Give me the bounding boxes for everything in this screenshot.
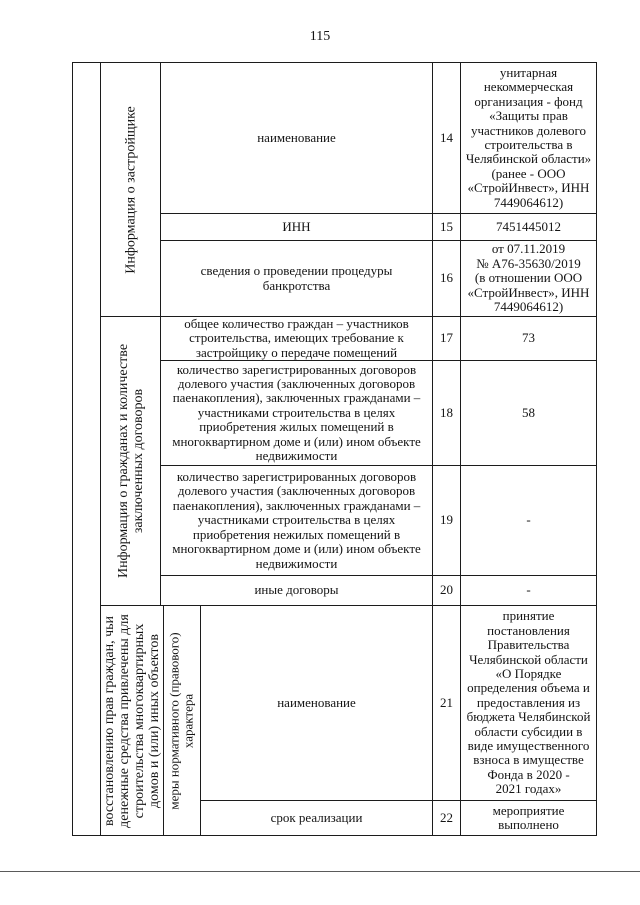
- row-21-value-text: принятие постановления Правительства Челябинской области «О Порядке определения объема и предоставления из бюджета Челябинской области субсидии в виде имущественного взноса в имуществе Фонда в 2020 - 2021 годах»: [466, 608, 591, 797]
- row-20-param: [160, 575, 433, 606]
- row-15-param-text: ИНН: [282, 218, 311, 234]
- section-restoration-label: [100, 605, 164, 836]
- row-19-number-text: 19: [440, 512, 453, 528]
- row-20-number: [432, 575, 461, 606]
- row-21-param-text: наименование: [277, 694, 356, 710]
- row-19-number: [432, 465, 461, 576]
- row-14-param-text: наименование: [257, 129, 336, 145]
- row-20-value-text: -: [526, 582, 531, 598]
- section-citizens-label: [100, 316, 161, 606]
- row-22-param: [200, 800, 433, 836]
- row-17-value: [460, 316, 597, 361]
- row-19-value: [460, 465, 597, 576]
- row-19-param-text: количество зарегистрированных договоров долевого участия (заключенных договоров паенакопления), заключенных гражданами – участниками строительства в целях приобретения нежилых помещений в многоквартирном доме и (или) ином объекте недвижимости: [172, 469, 421, 571]
- row-15-number-text: 15: [440, 218, 453, 234]
- row-14-number: [432, 62, 461, 214]
- section-restoration-sublabel-text: меры нормативного (правового) характера: [166, 631, 196, 810]
- row-18-param-text: количество зарегистрированных договоров долевого участия (заключенных договоров паенакопления), заключенных гражданами – участниками строительства в целях приобретения жилых помещений в многоквартирном доме и (или) ином объекте недвижимости: [172, 361, 421, 464]
- section-restoration-label-text: восстановлению прав граждан, чьи денежные средства привлечены для строительства многоквартирных домов и (или) иных объектов: [102, 613, 162, 828]
- row-22-number: [432, 800, 461, 836]
- row-15-param: [160, 213, 433, 241]
- row-15-number: [432, 213, 461, 241]
- row-16-number-text: 16: [440, 270, 453, 286]
- row-15-value: [460, 213, 597, 241]
- row-20-param-text: иные договоры: [254, 582, 339, 598]
- row-14-value-text: унитарная некоммерческая организация - фонд «Защиты прав участников долевого строительства в Челябинской области» (ранее - ООО «СтройИнвест», ИНН 7449064612): [465, 64, 592, 210]
- row-22-value-text: мероприятие выполнено: [492, 802, 565, 832]
- row-18-param: [160, 360, 433, 466]
- row-19-value-text: -: [526, 512, 531, 528]
- section-developer-label: [100, 62, 161, 317]
- row-18-value: [460, 360, 597, 466]
- row-14-number-text: 14: [440, 129, 453, 145]
- row-21-value: [460, 605, 597, 801]
- row-18-value-text: 58: [522, 404, 535, 420]
- row-22-number-text: 22: [440, 809, 453, 825]
- row-22-param-text: срок реализации: [270, 809, 363, 825]
- row-18-number-text: 18: [440, 404, 453, 420]
- continuation-column: [72, 62, 101, 836]
- row-19-param: [160, 465, 433, 576]
- row-16-number: [432, 240, 461, 317]
- row-14-param: [160, 62, 433, 214]
- row-17-param: [160, 316, 433, 361]
- row-16-value: [460, 240, 597, 317]
- section-citizens-label-text: Информация о гражданах и количестве заключенных договоров: [115, 343, 146, 579]
- scan-edge-line: [0, 871, 640, 872]
- row-17-value-text: 73: [522, 330, 535, 346]
- row-17-number: [432, 316, 461, 361]
- row-21-param: [200, 605, 433, 801]
- row-16-param-text: сведения о проведении процедуры банкротства: [200, 263, 393, 293]
- row-16-value-text: от 07.11.2019 № А76-35630/2019 (в отношении ООО «СтройИнвест», ИНН 7449064612): [467, 241, 590, 315]
- row-15-value-text: 7451445012: [496, 218, 561, 234]
- row-16-param: [160, 240, 433, 317]
- row-22-value: [460, 800, 597, 836]
- section-restoration-sublabel: [163, 605, 201, 836]
- row-17-param-text: общее количество граждан – участников строительства, имеющих требование к застройщику о передаче помещений: [184, 315, 409, 360]
- row-14-value: [460, 62, 597, 214]
- row-18-number: [432, 360, 461, 466]
- page-number: 115: [309, 29, 331, 44]
- row-17-number-text: 17: [440, 330, 453, 346]
- row-21-number: [432, 605, 461, 801]
- row-20-number-text: 20: [440, 582, 453, 598]
- row-21-number-text: 21: [440, 694, 453, 710]
- row-20-value: [460, 575, 597, 606]
- section-developer-label-text: Информация о застройщике: [123, 105, 138, 274]
